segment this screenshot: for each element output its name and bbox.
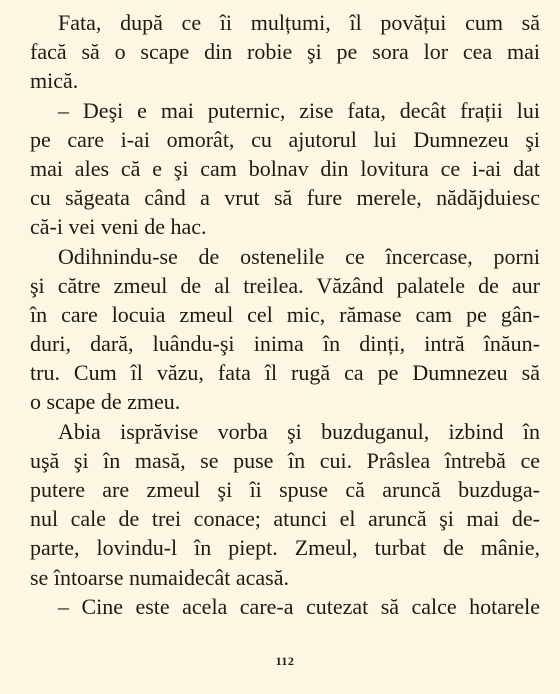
book-page xyxy=(30,0,540,694)
text-line: o scape de zmeu. xyxy=(30,389,181,415)
text-line: nul cale de trei conace; atunci el aruncă şi mai de- xyxy=(30,506,540,532)
text-line: pe care i-ai omorât, cu ajutorul lui Dumnezeu şi xyxy=(30,126,540,152)
text-line: Odihnindu-se de ostenelile ce încercase, porni xyxy=(58,243,540,269)
text-line: mai ales că e şi cam bolnav din lovitura ce i-ai dat xyxy=(30,155,540,181)
page-number: 112 xyxy=(275,654,295,668)
text-line: se întoarse numaidecât acasă. xyxy=(30,564,289,590)
text-line: putere are zmeul şi îi spuse că aruncă buzduga- xyxy=(30,477,540,502)
text-line: Fata, după ce îi mulțumi, îl povățui cum să xyxy=(58,10,540,35)
text-line: facă să o scape din robie şi pe sora lor cea mai xyxy=(30,39,540,65)
text-line: – Cine este acela care-a cutezat să calce hotarele xyxy=(58,593,540,619)
text-line: parte, lovindu-l în piept. Zmeul, turbat de mânie, xyxy=(30,535,540,561)
page-text xyxy=(30,8,540,621)
text-line: şi către zmeul de al treilea. Văzând palatele de aur xyxy=(30,272,540,298)
text-line: cu săgeata când a vrut să fure merele, nădăjduiesc xyxy=(30,185,540,211)
text-line: tru. Cum îl văzu, fata îl rugă ca pe Dumnezeu să xyxy=(30,360,540,386)
text-line: în care locuia zmeul cel mic, rămase cam pe gân- xyxy=(30,301,540,327)
text-line: – Deşi e mai puternic, zise fata, decât frații lui xyxy=(58,97,540,123)
text-line: Abia isprăvise vorba şi buzduganul, izbind în xyxy=(58,418,540,444)
text-line: duri, dară, luându-şi inima în dinți, intră înăun- xyxy=(30,331,540,357)
text-line: mică. xyxy=(30,68,79,94)
text-line: uşă şi în masă, se puse în cui. Prâslea întrebă ce xyxy=(30,447,540,473)
text-line: că-i vei veni de hac. xyxy=(30,214,207,240)
